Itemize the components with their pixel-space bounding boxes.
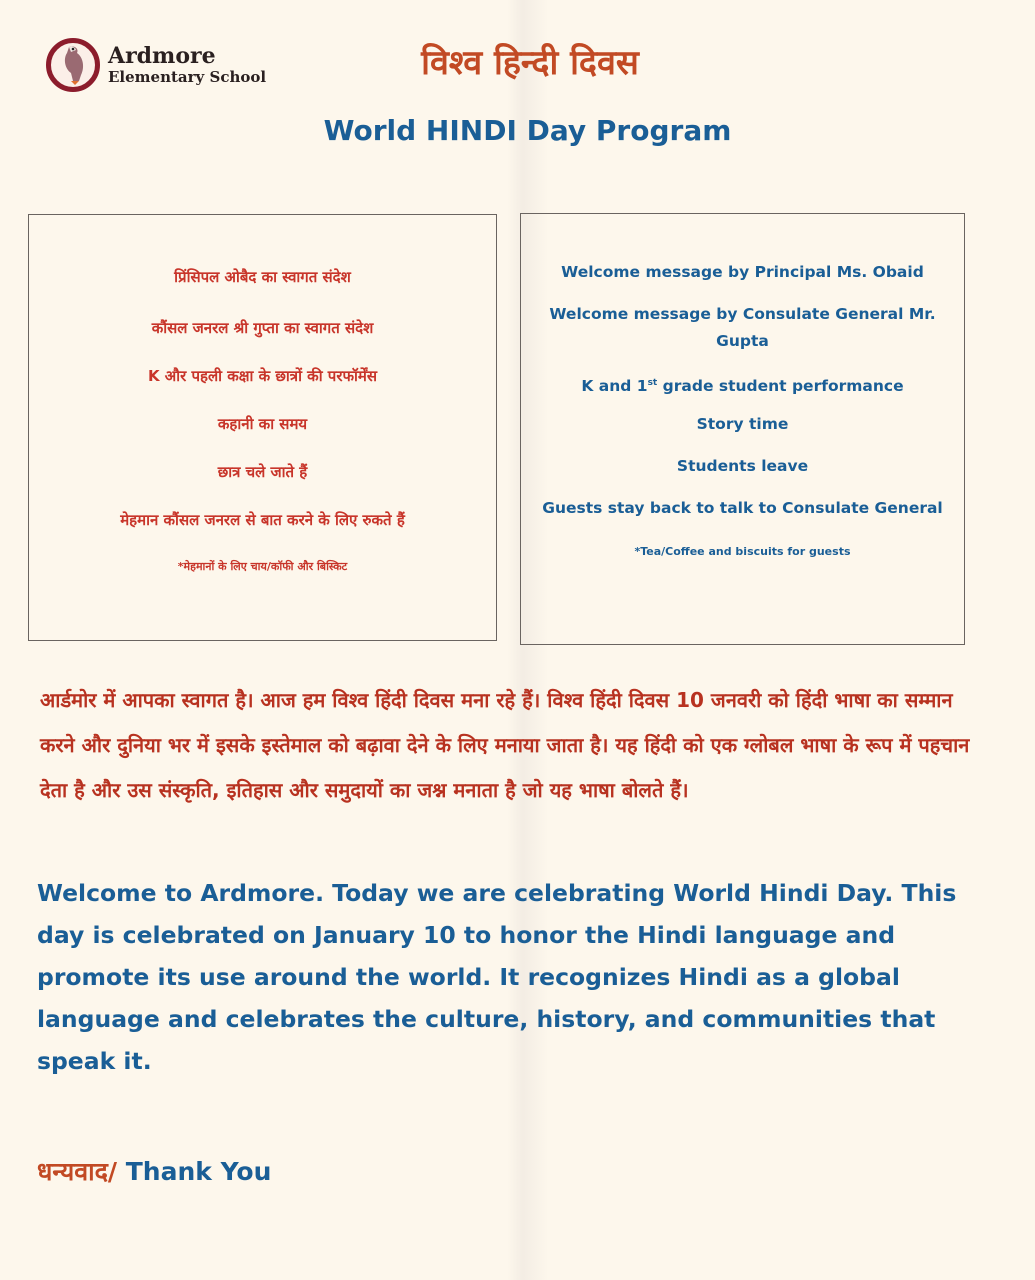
- intro-paragraph-english: Welcome to Ardmore. Today we are celebrating World Hindi Day. This day is celebrated on January 10 to honor the Hindi language and promote its use around the world. It recognizes Hindi as a global language and celebrates the culture, history, and communities that speak it.: [37, 879, 957, 1075]
- program-box-english: [520, 213, 965, 645]
- thank-you-hindi: धन्यवाद/: [37, 1157, 118, 1186]
- program-item: Welcome message by Principal Ms. Obaid: [561, 263, 924, 281]
- program-item: Guests stay back to talk to Consulate General: [542, 499, 943, 517]
- school-name: Ardmore: [108, 43, 216, 69]
- program-item: छात्र चले जाते हैं: [217, 463, 308, 481]
- title-hindi: विश्व हिन्दी दिवस: [421, 43, 639, 83]
- thank-you: [37, 1154, 271, 1188]
- program-item: K और पहली कक्षा के छात्रों की परफॉर्मेंस: [147, 367, 378, 385]
- program-item: Welcome message by Consulate General Mr. Gupta: [549, 305, 936, 350]
- program-item: मेहमान कौंसल जनरल से बात करने के लिए रुकते हैं: [120, 511, 405, 529]
- program-item: Story time: [696, 415, 789, 433]
- program-item: K and 1st grade student performance: [581, 377, 904, 396]
- program-note: *Tea/Coffee and biscuits for guests: [634, 545, 851, 558]
- program-item: कहानी का समय: [217, 415, 308, 433]
- program-item: Students leave: [676, 457, 809, 475]
- program-box-hindi: [28, 214, 497, 641]
- program-item: प्रिंसिपल ओबैद का स्वागत संदेश: [174, 268, 351, 286]
- program-item: कौंसल जनरल श्री गुप्ता का स्वागत संदेश: [151, 319, 374, 337]
- program-note: *मेहमानों के लिए चाय/कॉफी और बिस्किट: [177, 560, 348, 573]
- thank-you-english: Thank You: [117, 1157, 272, 1186]
- title-english: World HINDI Day Program: [323, 114, 732, 147]
- school-subtitle: Elementary School: [108, 68, 267, 86]
- intro-paragraph-hindi: आर्डमोर में आपका स्वागत है। आज हम विश्व हिंदी दिवस मना रहे हैं। विश्व हिंदी दिवस 10 जनवरी को हिंदी भाषा का सम्मान करने और दुनिया भर में इसके इस्तेमाल को बढ़ावा देने के लिए मनाया जाता है। यह हिंदी को एक ग्लोबल भाषा के रूप में पहचान देता है और उस संस्कृति, इतिहास और समुदायों का जश्न मनाता है जो यह भाषा बोलते हैं।: [40, 688, 970, 802]
